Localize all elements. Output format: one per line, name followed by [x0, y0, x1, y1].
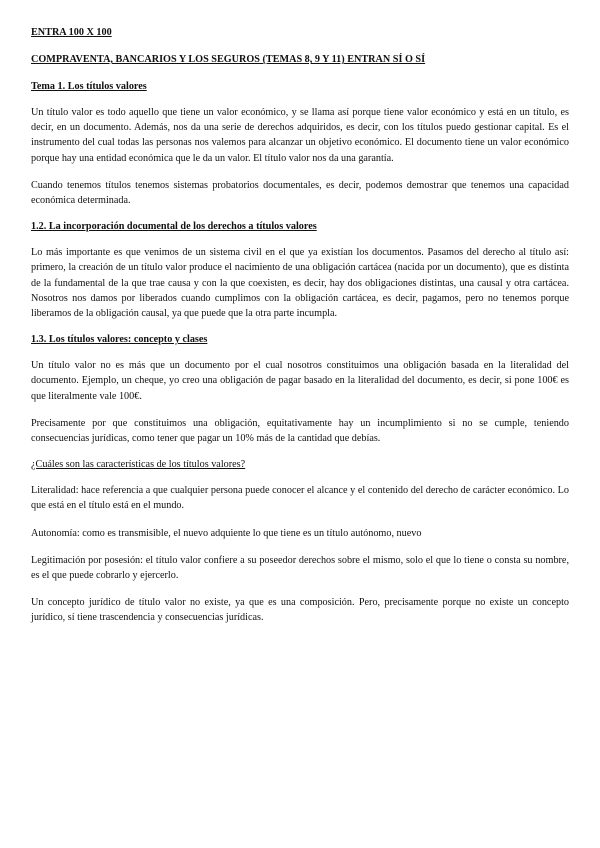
paragraph-autonomia: Autonomía: como es transmisible, el nuevo adquiente lo que tiene es un título autónomo, nuevo	[31, 527, 422, 539]
section-1-3-title: 1.3. Los títulos valores: concepto y clases	[31, 334, 208, 346]
paragraph-definicion: Un título valor es todo aquello que tiene un valor económico, y se llama así porque tiene valor económico y está en un título, es decir, en un documento. Además, nos da una serie de derechos adquiridos, es decir, con los títulos puedo gestionar capital. Es el instrumento del cual todas las personas nos valemos para alcanzar un objetivo económico. El documento tiene un valor económico porque hay una entidad económica que le da un valor. El título valor nos da una garantía.	[31, 107, 569, 164]
paragraph-legitimacion: Legitimación por posesión: el título valor confiere a su poseedor derechos sobre el mismo, solo el que lo tiene o consta su nombre, es el que puede cobrarlo y ejercerlo.	[31, 554, 569, 582]
question-caracteristicas: ¿Cuáles son las características de los títulos valores?	[31, 459, 246, 471]
document-page	[31, 26, 569, 626]
paragraph-probatorios: Cuando tenemos títulos tenemos sistemas probatorios documentales, es decir, podemos demostrar que tenemos una capacidad económica determinada.	[31, 179, 569, 207]
header-temas: COMPRAVENTA, BANCARIOS Y LOS SEGUROS (TEMAS 8, 9 Y 11) ENTRAN SÍ O SÍ	[31, 54, 426, 65]
paragraph-concepto-juridico: Un concepto jurídico de título valor no existe, ya que es una composición. Pero, precisamente porque no existe un concepto jurídico, sí tiene trascendencia y consecuencias jurídicas.	[31, 597, 569, 624]
paragraph-incorporacion: Lo más importante es que venimos de un sistema civil en el que ya existían los documentos. Pasamos del derecho al título así: primero, la creación de un título valor produce el nacimiento de una obligación cartácea (nacida por un documento), que es distinta de la fundamental de la que trae causa y con la que coexisten, es decir, hay dos obligaciones distintas, una causal y otra cartácea. Nosotros nos damos por liberados cuando cumplimos con la obligación cartácea, es decir, pagamos, pero no tenemos porque liberamos de la obligación causal, ya que puede que la otra parte incumpla.	[31, 247, 569, 320]
section-1-2-title: 1.2. La incorporación documental de los derechos a títulos valores	[31, 221, 317, 233]
paragraph-incumplimiento: Precisamente por que constituimos una obligación, equitativamente hay un incumplimiento si no se cumple, teniendo consecuencias jurídicas, como tener que pagar un 10% más de la cantidad que debías.	[31, 417, 569, 445]
paragraph-literalidad: Literalidad: hace referencia a que cualquier persona puede conocer el alcance y el contenido del derecho de carácter económico. Lo que está en el título está en el mundo.	[31, 485, 569, 512]
tema1-title: Tema 1. Los títulos valores	[31, 81, 147, 92]
paragraph-concepto: Un título valor no es más que un documento por el cual nosotros constituimos una obligación basada en la literalidad del documento. Ejemplo, un cheque, yo creo una obligación de pagar basado en la literalidad del documento, es decir, si pone 100€ es que literalmente vale 100€.	[31, 360, 569, 402]
header-entra: ENTRA 100 X 100	[31, 27, 112, 38]
